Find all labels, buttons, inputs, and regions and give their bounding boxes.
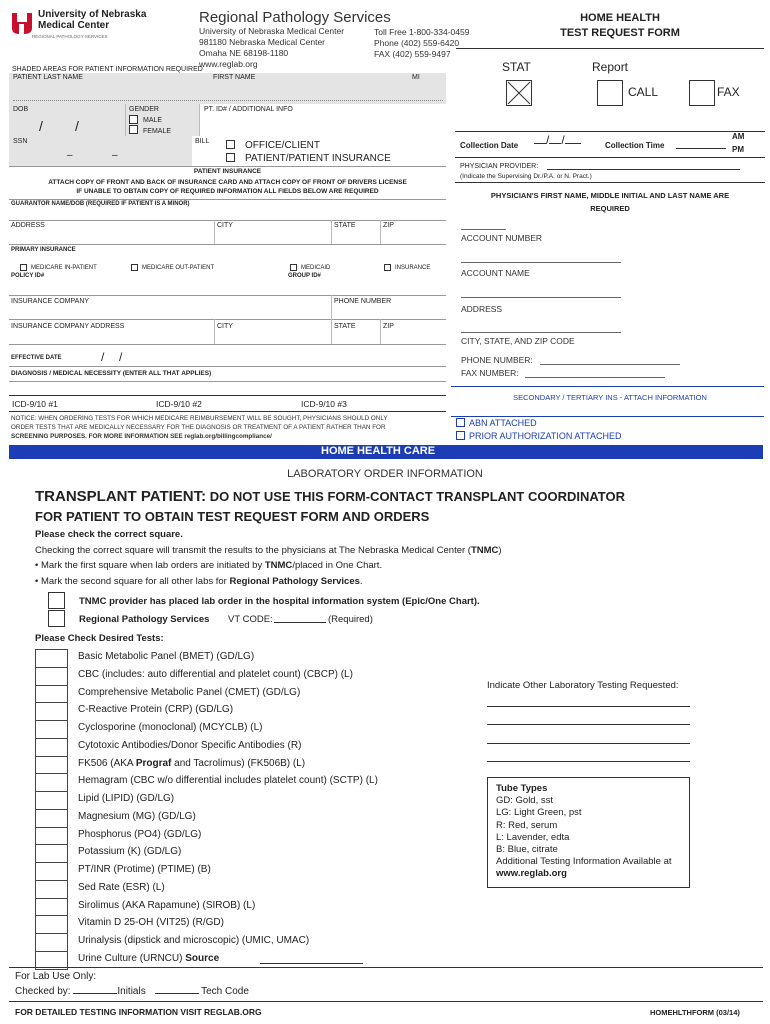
test-checkbox[interactable] xyxy=(35,667,68,686)
icd1-label[interactable]: ICD-9/10 #1 xyxy=(12,399,58,409)
bill-field xyxy=(192,136,446,166)
insurance-note xyxy=(9,178,446,196)
phone-label: PHONE NUMBER: xyxy=(461,355,533,365)
group-id-label: GROUP ID# xyxy=(288,273,321,279)
date-blank xyxy=(565,143,581,144)
test-checkbox[interactable] xyxy=(35,738,68,757)
test-label: PT/INR (Protime) (PTIME) (B) xyxy=(78,864,211,875)
city-state-zip-label: CITY, STATE, AND ZIP CODE xyxy=(461,336,575,346)
test-label: Potassium (K) (GD/LG) xyxy=(78,846,182,858)
address-line: 981180 Nebraska Medical Center xyxy=(199,37,325,47)
dob-label: DOB xyxy=(13,106,29,113)
vt-code-required: (Required) xyxy=(328,614,373,625)
guarantor-city-label: CITY xyxy=(217,222,233,229)
account-name-field[interactable] xyxy=(461,262,621,263)
fax-label: FAX xyxy=(717,85,740,99)
medicare-out-checkbox[interactable] xyxy=(131,264,138,271)
test-label: Phosphorus (PO4) (GD/LG) xyxy=(78,828,202,840)
tube-types-url[interactable]: www.reglab.org xyxy=(496,868,567,880)
ssn-label: SSN xyxy=(13,138,28,145)
checked-by-row xyxy=(15,986,249,997)
test-checkbox[interactable] xyxy=(35,720,68,739)
pm-label: PM xyxy=(732,145,744,154)
test-row xyxy=(35,738,475,756)
abn-checkbox[interactable] xyxy=(456,418,465,427)
phone-field[interactable] xyxy=(540,364,680,365)
test-row xyxy=(35,933,475,951)
insurance-phone-label: PHONE NUMBER xyxy=(334,298,392,305)
insurance-zip-label: ZIP xyxy=(383,323,394,330)
divider xyxy=(9,381,446,382)
bill-office-checkbox[interactable] xyxy=(226,140,235,149)
dob-field[interactable] xyxy=(9,104,125,136)
transplant-bold: TRANSPLANT PATIENT: xyxy=(35,488,207,505)
test-row xyxy=(35,898,475,916)
female-label: FEMALE xyxy=(143,128,172,135)
bullet-2-pre: • Mark the second square for all other labs for xyxy=(35,576,230,587)
insurance-state-label: STATE xyxy=(334,323,356,330)
stat-checkbox[interactable] xyxy=(506,80,532,106)
icd-row xyxy=(9,395,446,412)
divider xyxy=(331,220,332,244)
test-label: Cyclosporine (monoclonal) (MCYCLB) (L) xyxy=(78,722,263,733)
test-row xyxy=(35,915,475,933)
initials-label: Initials xyxy=(117,986,146,997)
account-number-field[interactable] xyxy=(461,229,506,230)
other-testing-line[interactable] xyxy=(487,706,690,707)
bullet-2-bold: Regional Pathology Services xyxy=(229,576,360,587)
divider xyxy=(9,366,446,367)
divider xyxy=(455,131,765,132)
bill-patient-checkbox[interactable] xyxy=(226,153,235,162)
guarantor-state-label: STATE xyxy=(334,222,356,229)
test-checkbox[interactable] xyxy=(35,685,68,704)
test-label: Vitamin D 25-OH (VIT25) (R/GD) xyxy=(78,917,224,929)
checking-note xyxy=(35,545,502,556)
gender-field xyxy=(125,104,199,136)
medicare-in-checkbox[interactable] xyxy=(20,264,27,271)
divider xyxy=(9,295,446,296)
fax-field[interactable] xyxy=(525,377,665,378)
tube-type-item: Additional Testing Information Available at xyxy=(496,856,672,868)
tube-type-item: L: Lavender, edta xyxy=(496,831,570,843)
last-name-label: PATIENT LAST NAME xyxy=(13,74,83,81)
test-label: Comprehensive Metabolic Panel (CMET) (GD/LG) xyxy=(78,686,301,698)
divider xyxy=(9,967,763,968)
bill-patient-label: PATIENT/PATIENT INSURANCE xyxy=(245,153,391,164)
call-checkbox[interactable] xyxy=(597,80,623,106)
insurance-checkbox[interactable] xyxy=(384,264,391,271)
bullet-1-pre: • Mark the first square when lab orders are initiated by xyxy=(35,560,265,571)
insurance-note-line: IF UNABLE TO OBTAIN COPY OF REQUIRED INFORMATION ALL FIELDS BELOW ARE REQUIRED xyxy=(76,188,379,195)
vt-code-field[interactable] xyxy=(274,622,326,623)
check-square-note: Please check the correct square. xyxy=(35,529,183,540)
test-label: Hemagram (CBC w/o differential includes platelet count) (SCTP) (L) xyxy=(78,775,378,787)
fax-checkbox[interactable] xyxy=(689,80,715,106)
pt-id-field[interactable] xyxy=(199,104,446,136)
collection-time-label: Collection Time xyxy=(605,141,665,150)
notice-line: ORDER TESTS THAT ARE MEDICALLY NECESSARY FOR THE DIAGNOSIS OR TREATMENT OF A PATIENT RATHER THAN FOR xyxy=(11,424,386,431)
guarantor-address-label: ADDRESS xyxy=(11,222,45,229)
test-checkbox[interactable] xyxy=(35,862,68,881)
test-label: Lipid (LIPID) (GD/LG) xyxy=(78,793,175,804)
other-testing-line[interactable] xyxy=(487,724,690,725)
test-checkbox[interactable] xyxy=(35,809,68,828)
test-checkbox[interactable] xyxy=(35,702,68,721)
tube-type-item: R: Red, serum xyxy=(496,819,558,831)
medicare-out-label: MEDICARE OUT-PATIENT xyxy=(142,265,215,271)
divider xyxy=(214,319,215,344)
bill-office-label: OFFICE/CLIENT xyxy=(245,140,321,151)
primary-insurance-label: PRIMARY INSURANCE xyxy=(11,247,76,253)
physician-required-line: PHYSICIAN'S FIRST NAME, MIDDLE INITIAL AND LAST NAME ARE xyxy=(490,191,730,200)
test-checkbox[interactable] xyxy=(35,827,68,846)
divider xyxy=(9,344,446,345)
test-checkbox[interactable] xyxy=(35,649,68,668)
divider xyxy=(9,199,446,200)
guarantor-zip-label: ZIP xyxy=(383,222,394,229)
medicaid-label: MEDICAID xyxy=(301,265,331,271)
form-title-line: HOME HEALTH xyxy=(580,12,660,24)
test-label: Urinalysis (dipstick and microscopic) (UMIC, UMAC) xyxy=(78,935,310,946)
date-slash: / xyxy=(546,133,550,147)
insurance-note-line: ATTACH COPY OF FRONT AND BACK OF INSURANCE CARD AND ATTACH COPY OF FRONT OF DRIVERS LICENSE xyxy=(48,179,407,186)
banner-text: HOME HEALTH CARE xyxy=(321,445,436,457)
effective-date-label: EFFECTIVE DATE xyxy=(11,355,62,361)
first-name-label: FIRST NAME xyxy=(213,74,256,81)
test-row xyxy=(35,827,475,845)
physician-required-line: REQUIRED xyxy=(590,204,630,213)
prior-auth-label: PRIOR AUTHORIZATION ATTACHED xyxy=(469,431,622,441)
test-row xyxy=(35,667,475,685)
address-line: Omaha NE 68198-1180 xyxy=(199,48,289,58)
divider xyxy=(331,295,332,319)
form-title-line: TEST REQUEST FORM xyxy=(560,27,680,39)
bill-label: BILL xyxy=(195,138,210,145)
test-checkbox[interactable] xyxy=(35,791,68,810)
date-blank xyxy=(534,143,546,144)
ssn-dash: – xyxy=(112,150,118,161)
test-label: Basic Metabolic Panel (BMET) (GD/LG) xyxy=(78,651,255,662)
female-checkbox[interactable] xyxy=(129,125,138,134)
tech-code-field[interactable] xyxy=(155,993,199,994)
tnmc-abbrev: TNMC xyxy=(470,545,499,556)
effective-slash: / xyxy=(119,350,123,364)
tnmc-option-label: TNMC provider has placed lab order in the hospital information system (Epic/One Chart). xyxy=(79,596,480,607)
test-row xyxy=(35,720,475,738)
form-title xyxy=(485,11,755,41)
date-blank xyxy=(549,143,561,144)
divider xyxy=(331,319,332,344)
am-label: AM xyxy=(732,132,745,141)
collection-time-field[interactable] xyxy=(676,148,726,149)
bullet-1-post: /placed in One Chart. xyxy=(292,560,383,571)
test-row xyxy=(35,880,475,898)
test-row xyxy=(35,844,475,862)
tnmc-abbrev: TNMC xyxy=(264,560,293,571)
fax-number-label: FAX NUMBER: xyxy=(461,368,519,378)
dob-slash: / xyxy=(39,118,43,134)
rps-option-label: Regional Pathology Services xyxy=(79,614,210,625)
dob-slash: / xyxy=(75,118,79,134)
guarantor-label: GUARANTOR NAME/DOB (REQUIRED IF PATIENT IS A MINOR) xyxy=(11,201,190,207)
male-label: MALE xyxy=(143,117,163,124)
shaded-note: SHADED AREAS FOR PATIENT INFORMATION REQUIRED xyxy=(12,66,203,73)
patient-name-field[interactable] xyxy=(9,73,446,104)
divider xyxy=(9,166,446,167)
address-line: University of Nebraska Medical Center xyxy=(199,26,345,36)
test-row xyxy=(35,756,475,774)
header-address xyxy=(199,26,344,70)
fax: FAX (402) 559-9497 xyxy=(374,49,451,59)
other-testing-line[interactable] xyxy=(487,761,690,762)
medicare-in-label: MEDICARE IN-PATIENT xyxy=(31,265,97,271)
report-label: Report xyxy=(592,60,629,74)
footer-visit: FOR DETAILED TESTING INFORMATION VISIT REGLAB.ORG xyxy=(15,1007,262,1017)
provider-label: PHYSICIAN PROVIDER: xyxy=(460,163,539,170)
physician-required xyxy=(455,189,765,215)
divider xyxy=(380,220,381,244)
icd3-label[interactable]: ICD-9/10 #3 xyxy=(301,399,347,409)
divider xyxy=(380,319,381,344)
effective-slash: / xyxy=(101,350,105,364)
account-name-label: ACCOUNT NAME xyxy=(461,268,530,278)
tube-types-heading: Tube Types xyxy=(496,783,548,794)
toll-free: Toll Free 1-800-334-0459 xyxy=(374,27,470,37)
test-row xyxy=(35,791,475,809)
mi-label: MI xyxy=(412,74,420,81)
transplant-warning xyxy=(35,488,625,505)
page-title: Regional Pathology Services xyxy=(199,9,391,26)
unmc-logo-icon xyxy=(10,10,36,36)
name-tick-marks xyxy=(13,93,443,101)
diagnosis-label: DIAGNOSIS / MEDICAL NECESSITY (ENTER ALL THAT APPLIES) xyxy=(11,370,212,377)
test-checkbox[interactable] xyxy=(35,756,68,775)
divider xyxy=(214,220,215,244)
lab-use-label: For Lab Use Only: xyxy=(15,971,97,982)
city-field[interactable] xyxy=(461,332,621,333)
test-label: Cytotoxic Antibodies/Donor Specific Antibodies (R) xyxy=(78,739,302,751)
test-label: Sed Rate (ESR) (L) xyxy=(78,881,165,893)
divider xyxy=(455,157,765,158)
transplant-rest: DO NOT USE THIS FORM-CONTACT TRANSPLANT COORDINATOR xyxy=(206,489,625,504)
logo xyxy=(10,9,150,45)
other-testing-label: Indicate Other Laboratory Testing Requested: xyxy=(487,680,679,691)
ssn-field[interactable] xyxy=(9,136,192,166)
insurance-company-label: INSURANCE COMPANY xyxy=(11,298,90,305)
test-label: Sirolimus (AKA Rapamune) (SIROB) (L) xyxy=(78,899,256,911)
tube-types-box xyxy=(487,777,690,888)
male-checkbox[interactable] xyxy=(129,115,138,124)
address-label: ADDRESS xyxy=(461,304,503,314)
transplant-line2: FOR PATIENT TO OBTAIN TEST REQUEST FORM AND ORDERS xyxy=(35,509,430,524)
test-checkbox[interactable] xyxy=(35,933,68,952)
date-slash: / xyxy=(561,133,565,147)
medicaid-checkbox[interactable] xyxy=(290,264,297,271)
urine-source-field[interactable] xyxy=(260,963,363,964)
secondary-heading: SECONDARY / TERTIARY INS - ATTACH INFORMATION xyxy=(513,393,707,402)
rps-option-checkbox[interactable] xyxy=(48,610,65,627)
notice-line: SCREENING PURPOSES. FOR MORE INFORMATION SEE reglab.org/billingcompliance/ xyxy=(11,433,272,440)
test-checkbox[interactable] xyxy=(35,915,68,934)
divider xyxy=(455,182,765,183)
test-checkbox[interactable] xyxy=(35,773,68,792)
x-mark-icon xyxy=(507,81,531,105)
other-testing-line[interactable] xyxy=(487,743,690,744)
pt-id-label: PT. ID# / ADDITIONAL INFO xyxy=(204,106,293,113)
prior-auth-checkbox[interactable] xyxy=(456,431,465,440)
bullet-2 xyxy=(35,576,363,587)
test-row xyxy=(35,685,475,703)
test-checkbox[interactable] xyxy=(35,898,68,917)
logo-line1: University of Nebraska xyxy=(38,9,147,20)
test-row xyxy=(35,702,475,720)
test-row xyxy=(35,809,475,827)
ssn-dash: – xyxy=(67,150,73,161)
test-row xyxy=(35,862,475,880)
divider xyxy=(9,1001,763,1002)
call-label: CALL xyxy=(628,85,659,99)
stat-label: STAT xyxy=(502,60,531,74)
medicare-notice xyxy=(11,414,388,441)
test-label: FK506 (AKA Prograf and Tacrolimus) (FK506B) (L) xyxy=(78,757,306,769)
address-field[interactable] xyxy=(461,297,621,298)
tube-type-item: B: Blue, citrate xyxy=(496,844,558,856)
provider-field[interactable] xyxy=(547,169,740,170)
checking-pre: Checking the correct square will transmit the results to the physicians at The Nebraska Medical Center ( xyxy=(35,545,471,556)
tube-type-item: LG: Light Green, pst xyxy=(496,807,582,819)
insurance-heading: PATIENT INSURANCE xyxy=(193,168,262,175)
bullet-2-post: . xyxy=(359,576,363,587)
phone: Phone (402) 559-6420 xyxy=(374,38,460,48)
abn-label: ABN ATTACHED xyxy=(469,418,537,428)
divider xyxy=(451,386,764,387)
gender-label: GENDER xyxy=(129,106,159,113)
tnmc-option-checkbox[interactable] xyxy=(48,592,65,609)
lab-order-heading: LABORATORY ORDER INFORMATION xyxy=(287,468,483,480)
test-checkbox[interactable] xyxy=(35,844,68,863)
test-row xyxy=(35,649,475,667)
checked-by-label: Checked by: xyxy=(15,986,71,997)
test-label: CBC (includes: auto differential and platelet count) (CBCP) (L) xyxy=(78,668,353,680)
account-number-label: ACCOUNT NUMBER xyxy=(461,233,543,243)
logo-line2: Medical Center xyxy=(38,20,110,31)
form-id: HOMEHLTHFORM (03/14) xyxy=(650,1008,740,1017)
checked-by-field[interactable] xyxy=(73,993,117,994)
tech-code-label: Tech Code xyxy=(201,986,249,997)
test-label: Urine Culture (URNCU) Source xyxy=(78,952,220,964)
test-label: C-Reactive Protein (CRP) (GD/LG) xyxy=(78,704,234,716)
website: www.reglab.org xyxy=(199,59,258,69)
collection-date-label: Collection Date xyxy=(460,141,519,150)
vt-code-label: VT CODE: xyxy=(228,614,273,625)
policy-id-label: POLICY ID# xyxy=(11,273,45,279)
insurance-city-label: CITY xyxy=(217,323,233,330)
test-row xyxy=(35,773,475,791)
desired-tests-label: Please Check Desired Tests: xyxy=(35,633,164,644)
logo-sub: REGIONAL PATHOLOGY SERVICES xyxy=(32,34,108,39)
insurance-label: INSURANCE xyxy=(395,265,431,271)
test-checkbox[interactable] xyxy=(35,880,68,899)
notice-line: NOTICE: WHEN ORDERING TESTS FOR WHICH MEDICARE REIMBURSEMENT WILL BE SOUGHT, PHYSICIANS SHOULD ONLY xyxy=(11,415,388,422)
provider-note: (Indicate the Supervising Dr./P.A. or N. Pract.) xyxy=(460,173,592,180)
header-contact xyxy=(374,27,469,60)
divider xyxy=(9,244,446,245)
divider xyxy=(451,416,764,417)
divider xyxy=(456,48,764,49)
home-health-banner xyxy=(9,445,763,459)
checking-post: ) xyxy=(498,545,502,556)
icd2-label[interactable]: ICD-9/10 #2 xyxy=(156,399,202,409)
bullet-1 xyxy=(35,560,382,571)
insurance-address-label: INSURANCE COMPANY ADDRESS xyxy=(11,323,125,330)
test-label: Magnesium (MG) (GD/LG) xyxy=(78,810,196,822)
tube-type-item: GD: Gold, sst xyxy=(496,795,554,807)
collection-date-field[interactable] xyxy=(534,133,581,147)
